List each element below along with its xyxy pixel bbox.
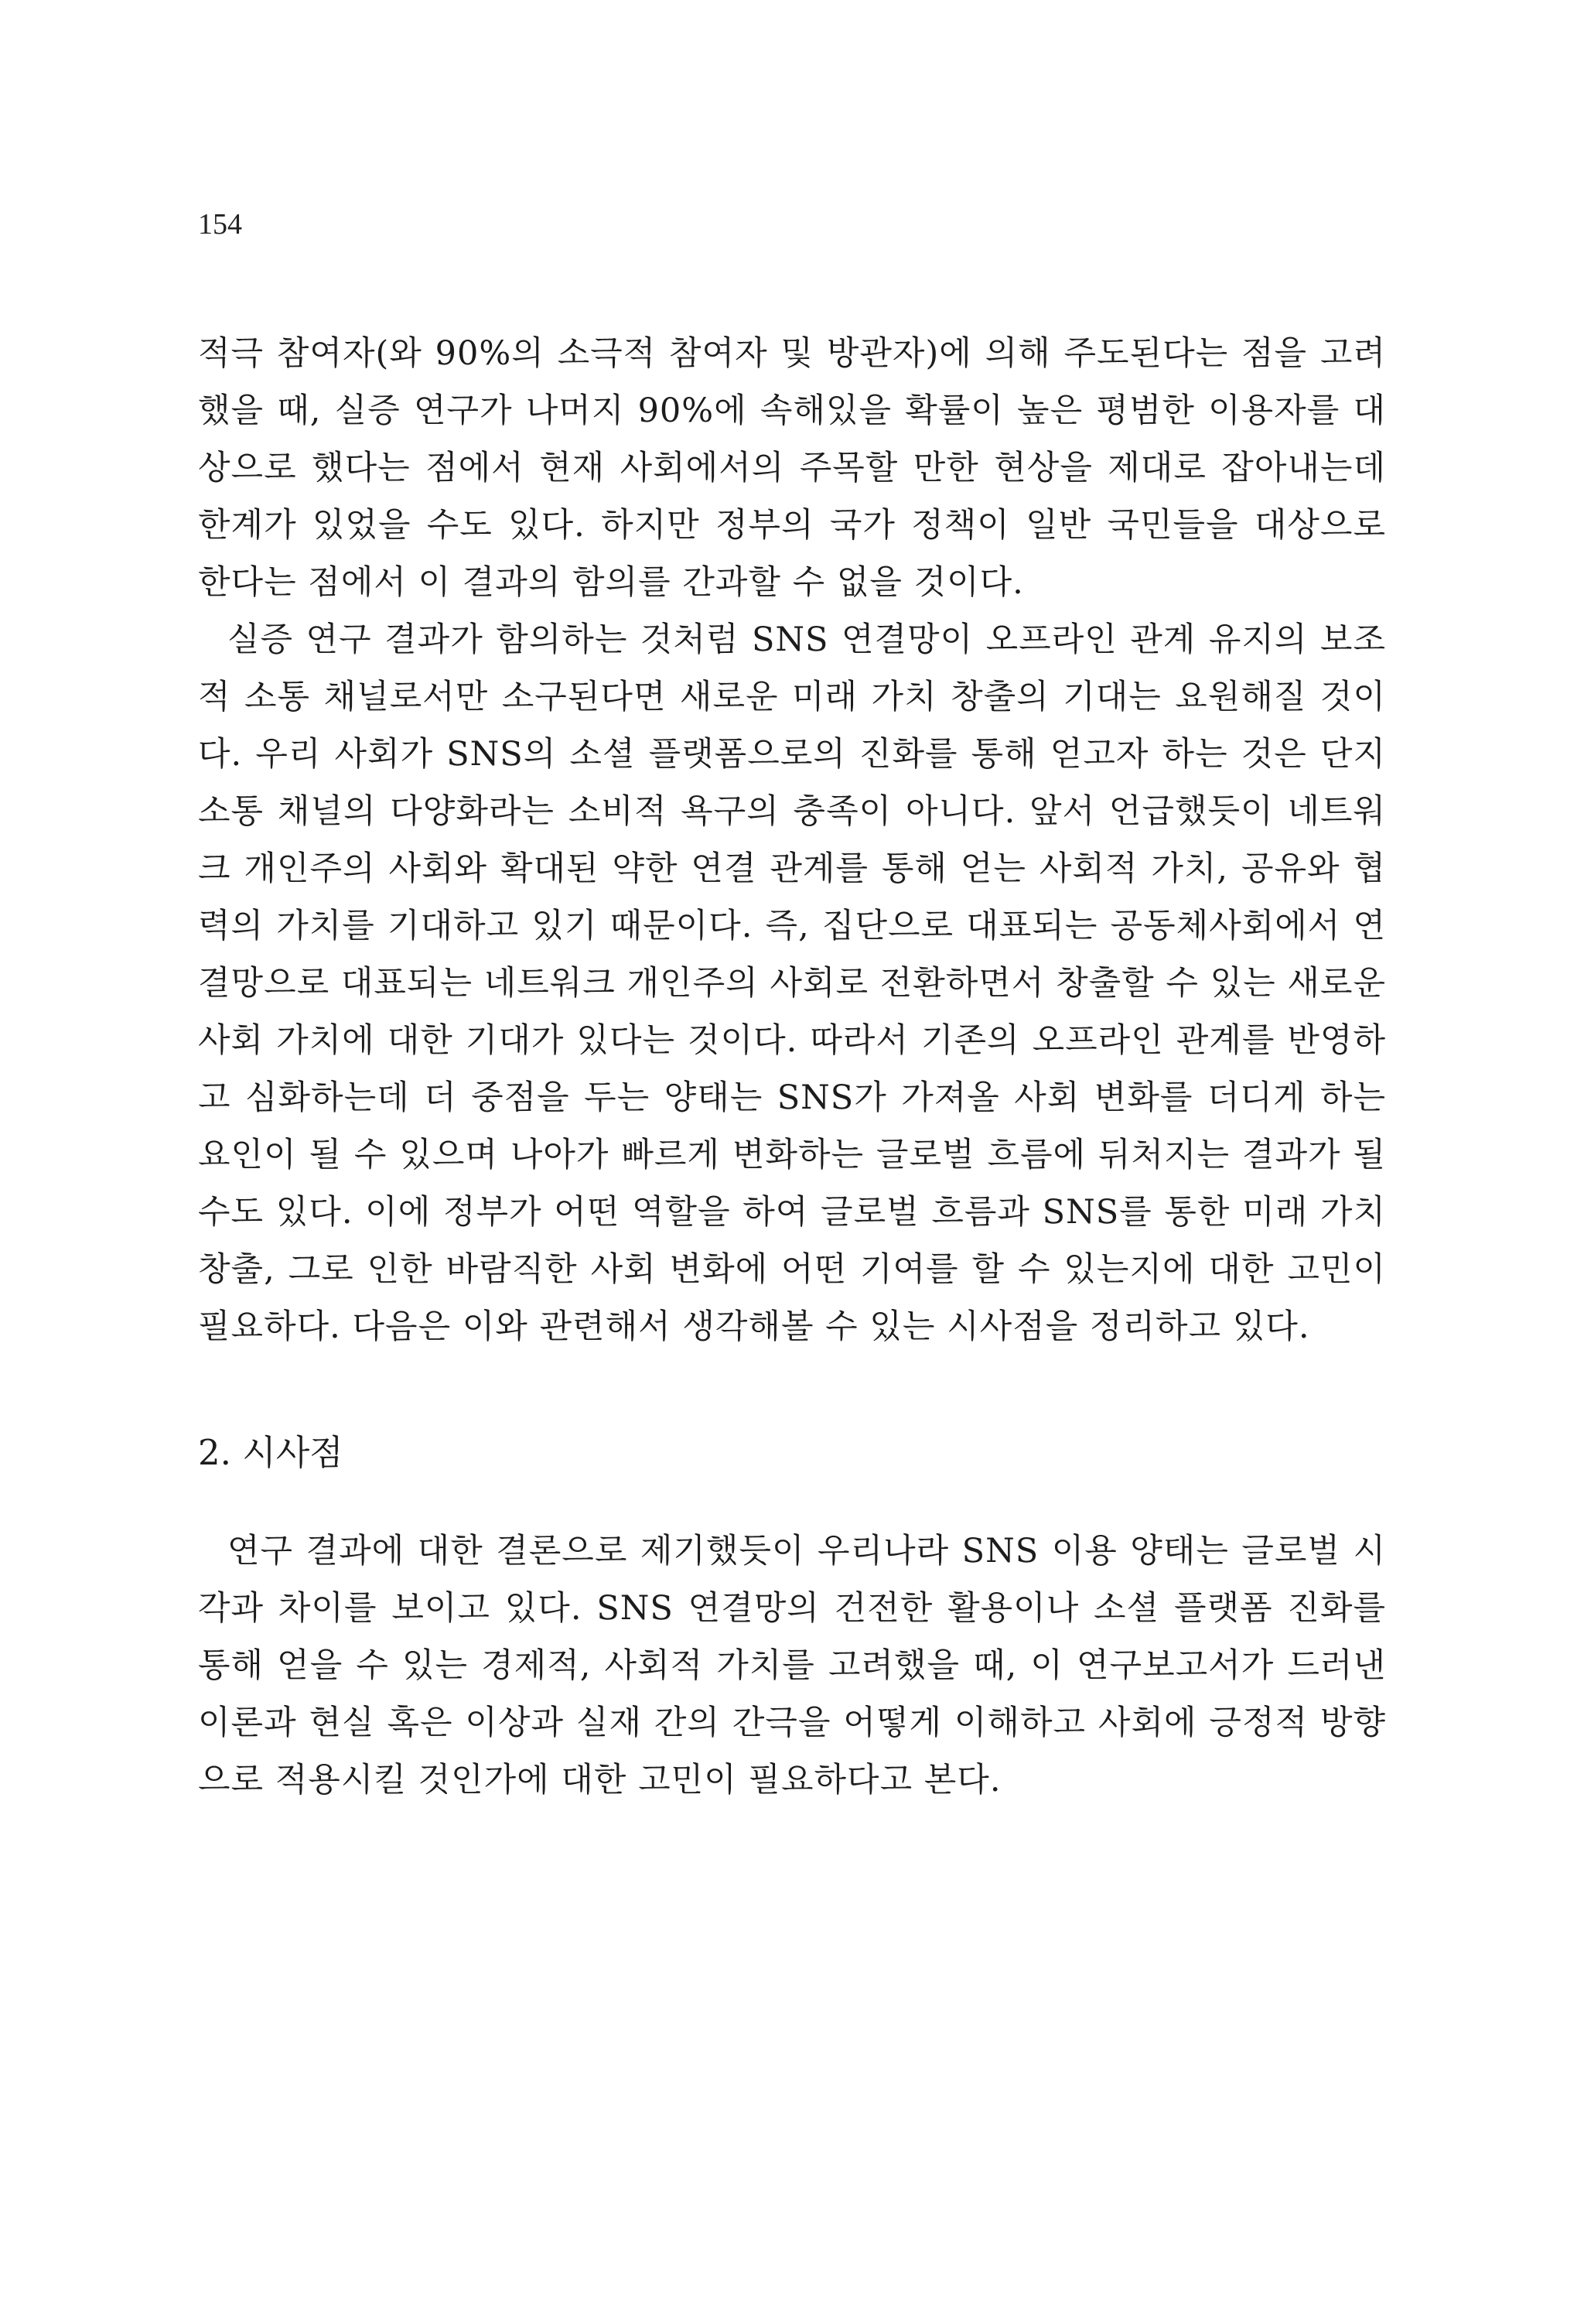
paragraph-implications: 연구 결과에 대한 결론으로 제기했듯이 우리나라 SNS 이용 양태는 글로벌 시각과 차이를 보이고 있다. SNS 연결망의 건전한 활용이나 소셜 플랫폼 진화를 통해 얻을 수 있는 경제적, 사회적 가치를 고려했을 때, 이 연구보고서가 드러낸 이론과 현실 혹은 이상과 실재 간의 간극을 어떻게 이해하고 사회에 긍정적 방향으로 적용시킬 것인가에 대한 고민이 필요하다고 본다. bbox=[198, 1532, 1386, 1799]
paragraph-continued: 적극 참여자(와 90%의 소극적 참여자 및 방관자)에 의해 주도된다는 점을 고려했을 때, 실증 연구가 나머지 90%에 속해있을 확률이 높은 평범한 이용자를 대상으로 했다는 점에서 현재 사회에서의 주목할 만한 현상을 제대로 잡아내는데 한계가 있었을 수도 있다. 하지만 정부의 국가 정책이 일반 국민들을 대상으로 한다는 점에서 이 결과의 함의를 간과할 수 없을 것이다. bbox=[198, 334, 1386, 602]
section-heading-implications: 2. 시사점 bbox=[198, 1432, 343, 1473]
paragraph-empirical-results: 실증 연구 결과가 함의하는 것처럼 SNS 연결망이 오프라인 관계 유지의 보조적 소통 채널로서만 소구된다면 새로운 미래 가치 창출의 기대는 요원해질 것이다. 우리 사회가 SNS의 소셜 플랫폼으로의 진화를 통해 얻고자 하는 것은 단지 소통 채널의 다양화라는 소비적 욕구의 충족이 아니다. 앞서 언급했듯이 네트워크 개인주의 사회와 확대된 약한 연결 관계를 통해 얻는 사회적 가치, 공유와 협력의 가치를 기대하고 있기 때문이다. 즉, 집단으로 대표되는 공동체사회에서 연결망으로 대표되는 네트워크 개인주의 사회로 전환하면서 창출할 수 있는 새로운 사회 가치에 대한 기대가 있다는 것이다. 따라서 기존의 오프라인 관계를 반영하고 심화하는데 더 중점을 두는 양태는 SNS가 가져올 사회 변화를 더디게 하는 요인이 될 수 있으며 나아가 빠르게 변화하는 글로벌 흐름에 뒤처지는 결과가 될 수도 있다. 이에 정부가 어떤 역할을 하여 글로벌 흐름과 SNS를 통한 미래 가치 창출, 그로 인한 바람직한 사회 변화에 어떤 기여를 할 수 있는지에 대한 고민이 필요하다. 다음은 이와 관련해서 생각해볼 수 있는 시사점을 정리하고 있다. bbox=[198, 620, 1386, 1346]
page-body bbox=[198, 325, 1386, 1809]
page-number: 154 bbox=[198, 208, 242, 241]
